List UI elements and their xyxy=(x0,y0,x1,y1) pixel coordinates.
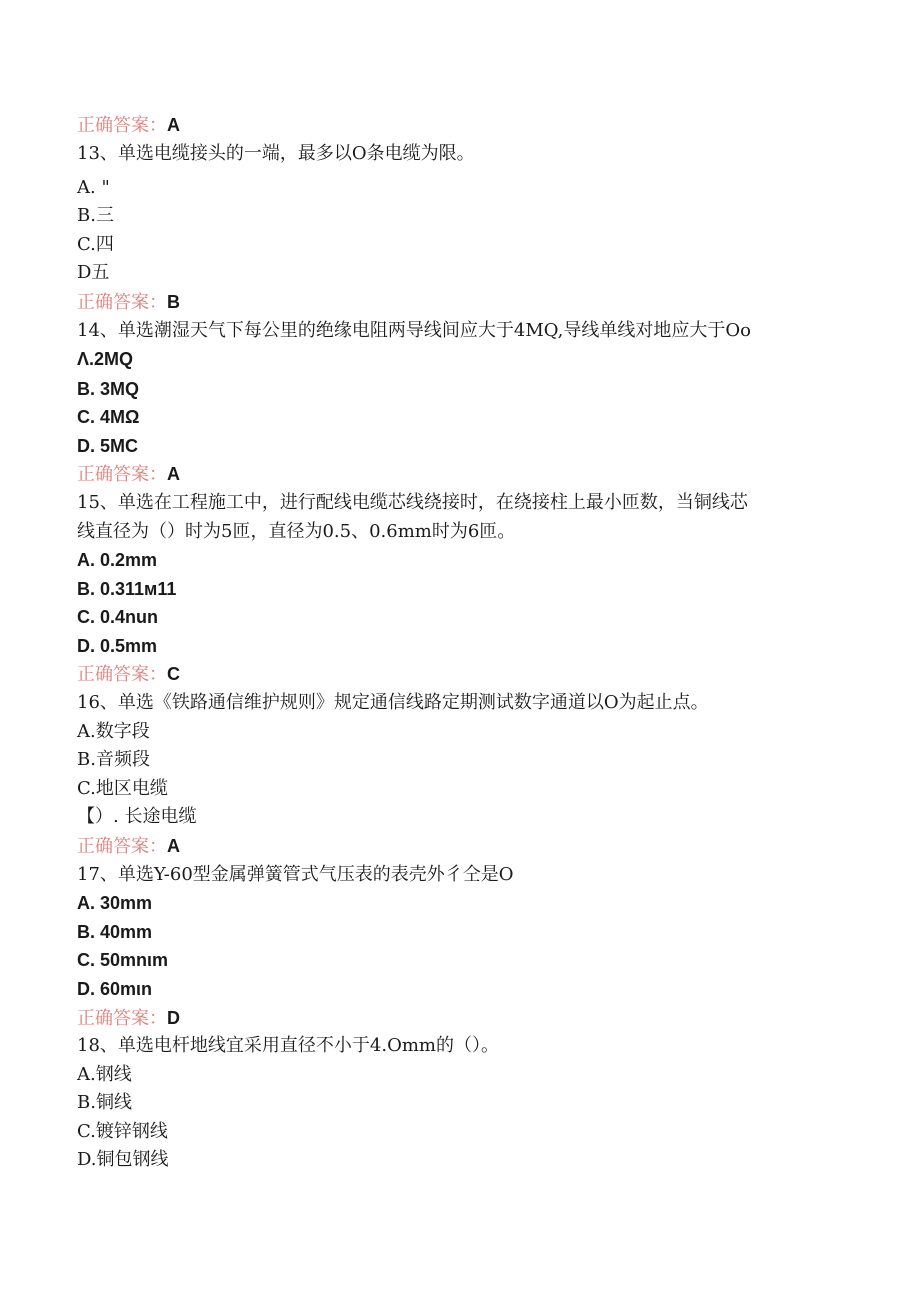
answer-value: B xyxy=(167,292,180,312)
question-15-cont: 线直径为（）时为5匝，直径为0.5、0.6mm时为6匝。 xyxy=(77,521,516,542)
option-c: C. 50mnιm xyxy=(77,950,169,970)
option-d: D. 5MC xyxy=(77,436,139,456)
answer-value: A xyxy=(167,115,180,135)
option-b: B. 3MQ xyxy=(77,379,140,399)
answer-value: A xyxy=(167,836,180,856)
option-a: A. 30mm xyxy=(77,893,153,913)
answer-label: 正确答案： xyxy=(77,664,167,685)
answer-value: A xyxy=(167,464,180,484)
option-b: B. 40mm xyxy=(77,922,153,942)
answer-label: 正确答案： xyxy=(77,1008,167,1029)
option-c: C.地区电缆 xyxy=(77,778,168,799)
option-a: A. " xyxy=(77,177,110,198)
option-a: A. 0.2mm xyxy=(77,550,158,570)
answer-line xyxy=(77,663,180,686)
answer-label: 正确答案： xyxy=(77,836,167,857)
option-a: A.数字段 xyxy=(77,721,150,742)
option-b: B.铜线 xyxy=(77,1092,132,1113)
answer-line xyxy=(77,114,180,137)
answer-label: 正确答案： xyxy=(77,464,167,485)
answer-line xyxy=(77,463,180,486)
option-c: C. 0.4nun xyxy=(77,607,159,627)
option-d: D. 0.5mm xyxy=(77,636,158,656)
question-16: 16、单选《铁路通信维护规则》规定通信线路定期测试数字通道以O为起止点。 xyxy=(77,692,709,713)
answer-value: D xyxy=(167,1008,180,1028)
answer-label: 正确答案： xyxy=(77,115,167,136)
option-b: B.音频段 xyxy=(77,749,150,770)
answer-value: C xyxy=(167,664,180,684)
option-c: C.四 xyxy=(77,234,114,255)
option-c: C. 4MΩ xyxy=(77,407,140,427)
answer-line xyxy=(77,1007,180,1030)
option-d: D五 xyxy=(77,262,110,283)
question-18: 18、单选电杆地线宜采用直径不小于4.Omm的（）。 xyxy=(77,1035,499,1056)
option-b: B. 0.311ᴍ11 xyxy=(77,579,177,599)
question-14: 14、单选潮湿天气下每公里的绝缘电阻两导线间应大于4MQ,导线单线对地应大于Oo xyxy=(77,320,751,341)
answer-line xyxy=(77,291,180,314)
question-13: 13、单选电缆接头的一端，最多以O条电缆为限。 xyxy=(77,143,475,164)
option-a: Λ.2MQ xyxy=(77,349,134,369)
option-b: B.三 xyxy=(77,205,114,226)
option-c: C.镀锌钢线 xyxy=(77,1121,168,1142)
answer-label: 正确答案： xyxy=(77,292,167,313)
option-a: A.钢线 xyxy=(77,1064,132,1085)
option-d: D.铜包钢线 xyxy=(77,1149,169,1170)
answer-line xyxy=(77,835,180,858)
option-d: D. 60mιn xyxy=(77,979,153,999)
question-15: 15、单选在工程施工中，进行配线电缆芯线绕接时，在绕接柱上最小匝数，当铜线芯 xyxy=(77,492,748,513)
question-17: 17、单选Y-60型金属弹簧管式气压表的表壳外彳仝是O xyxy=(77,864,514,885)
option-d: 【）. 长途电缆 xyxy=(77,806,197,827)
